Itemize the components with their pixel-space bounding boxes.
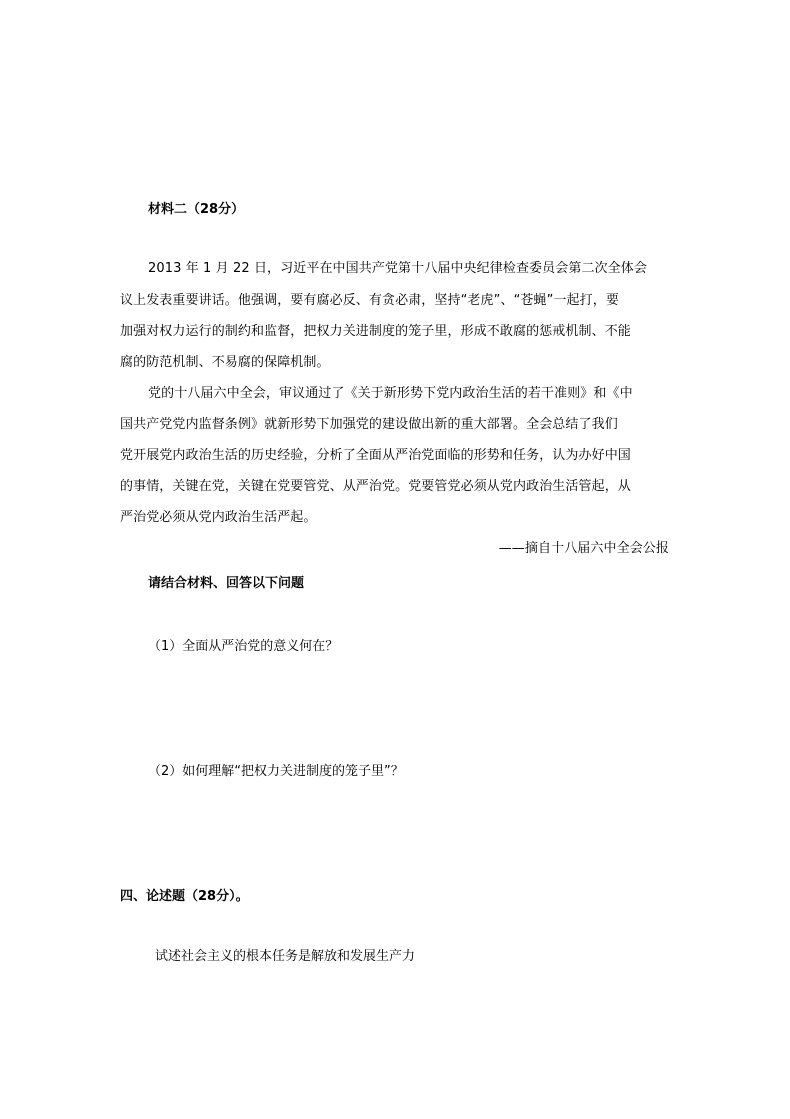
paragraph-line: 加强对权力运行的制约和监督，把权力关进制度的笼子里，形成不敢腐的惩戒机制、不能	[120, 324, 631, 339]
material-heading: 材料二（28分）	[148, 202, 245, 217]
paragraph-line: 的事情，关键在党，关键在党要管党、从严治党。党要管党必须从党内政治生活管起，从	[120, 479, 631, 494]
section-heading: 四、论述题（28分）。	[120, 889, 249, 904]
essay-question: 试述社会主义的根本任务是解放和发展生产力	[155, 949, 416, 964]
source-attribution: ——摘自十八届六中全会公报	[498, 541, 669, 556]
paragraph-line: 议上发表重要讲话。他强调，要有腐必反、有贪必肃，坚持“老虎”、“苍蝇”一起打，要	[120, 293, 619, 308]
paragraph-line: 腐的防范机制、不易腐的保障机制。	[120, 355, 330, 370]
question-1: （1）全面从严治党的意义何在？	[148, 639, 339, 654]
paragraph-line: 国共产党党内监督条例》就新形势下加强党的建设做出新的重大部署。全会总结了我们	[120, 417, 618, 432]
paragraph-line: 2013 年 1 月 22 日，习近平在中国共产党第十八届中央纪律检查委员会第二次全体会	[148, 261, 647, 276]
question-prompt: 请结合材料、回答以下问题	[148, 576, 305, 591]
paragraph-line: 党的十八届六中全会，审议通过了《关于新形势下党内政治生活的若干准则》和《中	[148, 386, 633, 401]
paragraph-line: 严治党必须从党内政治生活严起。	[120, 510, 317, 525]
paragraph-line: 党开展党内政治生活的历史经验，分析了全面从严治党面临的形势和任务，认为办好中国	[120, 448, 631, 463]
question-2: （2）如何理解“把权力关进制度的笼子里”？	[148, 764, 404, 779]
